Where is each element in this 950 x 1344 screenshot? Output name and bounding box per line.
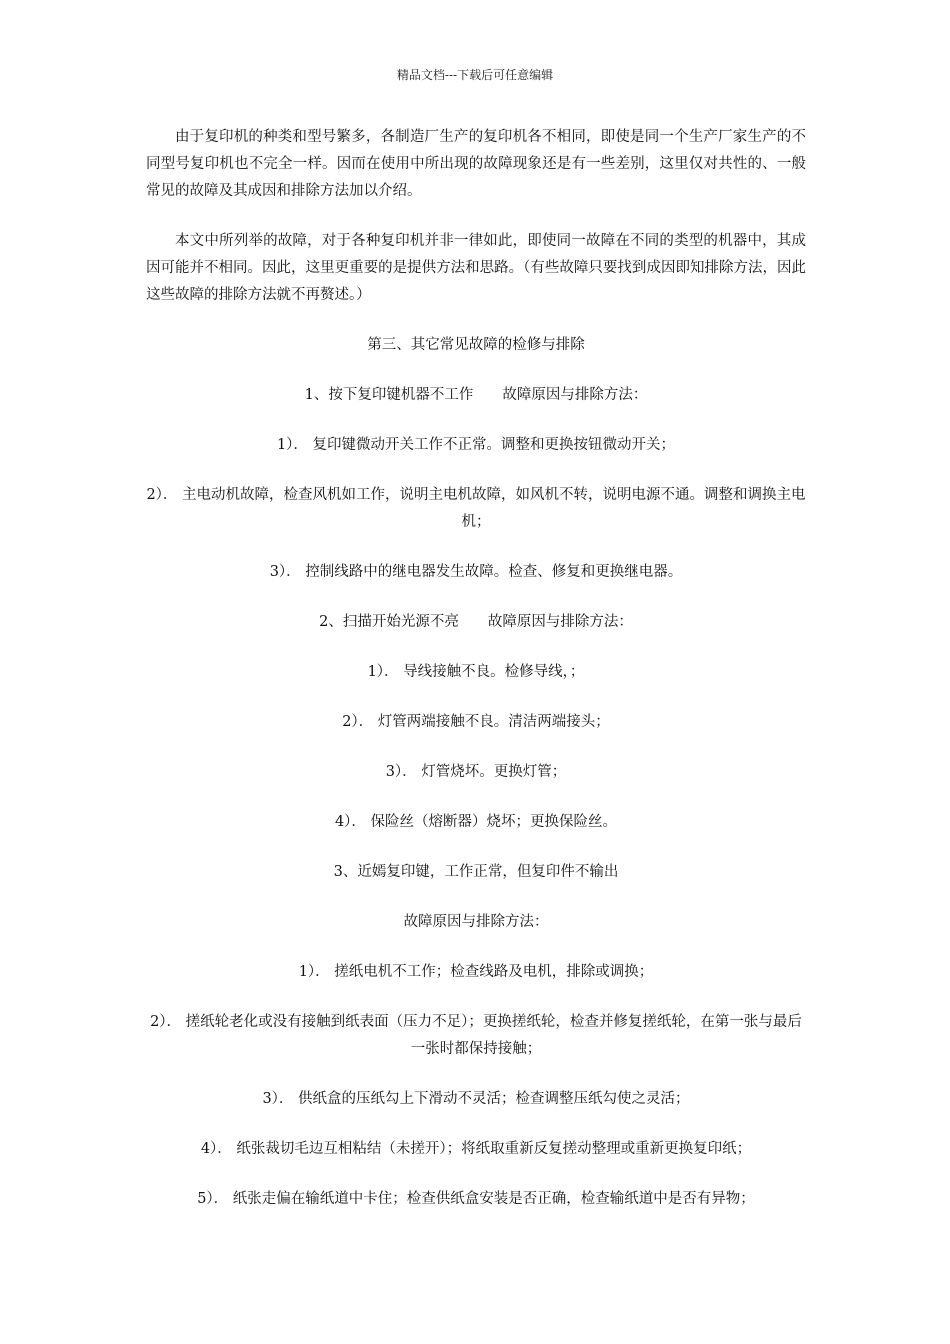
fault-3-subtitle: 故障原因与排除方法： [403,914,549,930]
fault-1-item-1: 1）． 复印键微动开关工作不正常。调整和更换按钮微动开关； [276,437,676,453]
fault-1-item-2: 2）． 主电动机故障，检查风机如工作，说明主电机故障，如风机不转，说明电源不通。调整和调换主电机； [146,487,806,530]
fault-3-item-3: 3）． 供纸盒的压纸勾上下滑动不灵活；检查调整压纸勾使之灵活； [262,1091,690,1107]
fault-1-item-3: 3）． 控制线路中的继电器发生故障。检查、修复和更换继电器。 [269,564,683,580]
fault-3-item-5: 5）． 纸张走偏在输纸道中卡住；检查供纸盒安装是否正确，检查输纸道中是否有异物； [197,1191,755,1207]
page-header: 精品文档---下载后可任意编辑 [396,68,554,82]
fault-1-title: 1、按下复印键机器不工作 故障原因与排除方法： [304,387,648,403]
fault-2-title: 2、扫描开始光源不亮 故障原因与排除方法： [319,614,633,630]
fault-3-item-4: 4）． 纸张裁切毛边互相粘结（未搓开）；将纸取重新反复搓动整理或重新更换复印纸； [200,1141,752,1157]
fault-2-item-4: 4）． 保险丝（熔断器）烧坏；更换保险丝。 [334,814,618,830]
fault-2-item-1: 1）． 导线接触不良。检修导线，； [367,664,585,680]
fault-2-item-3: 3）． 灯管烧坏。更换灯管； [385,764,567,780]
fault-3-title: 3、近嫣复印键，工作正常，但复印件不输出 [333,864,619,880]
fault-3-item-2: 2）． 搓纸轮老化或没有接触到纸表面（压力不足）；更换搓纸轮，检查并修复搓纸轮，在第一张与最后一张时都保持接触； [150,1014,802,1057]
intro-paragraph-1: 由于复印机的种类和型号繁多，各制造厂生产的复印机各不相同，即使是同一个生产厂家生产的不同型号复印机也不完全一样。因而在使用中所出现的故障现象还是有一些差别，这里仅对共性的、一般常见的故障及其成因和排除方法加以介绍。 [146,129,806,199]
fault-3-item-1: 1）． 搓纸电机不工作；检查线路及电机，排除或调换； [298,964,654,980]
document-body [146,124,806,1213]
intro-paragraph-2: 本文中所列举的故障，对于各种复印机并非一律如此，即使同一故障在不同的类型的机器中，其成因可能并不相同。因此，这里更重要的是提供方法和思路。（有些故障只要找到成因即知排除方法，因此这些故障的排除方法就不再赘述。） [146,233,806,303]
section-title: 第三、其它常见故障的检修与排除 [367,337,585,353]
fault-2-item-2: 2）． 灯管两端接触不良。清洁两端接头； [342,714,610,730]
